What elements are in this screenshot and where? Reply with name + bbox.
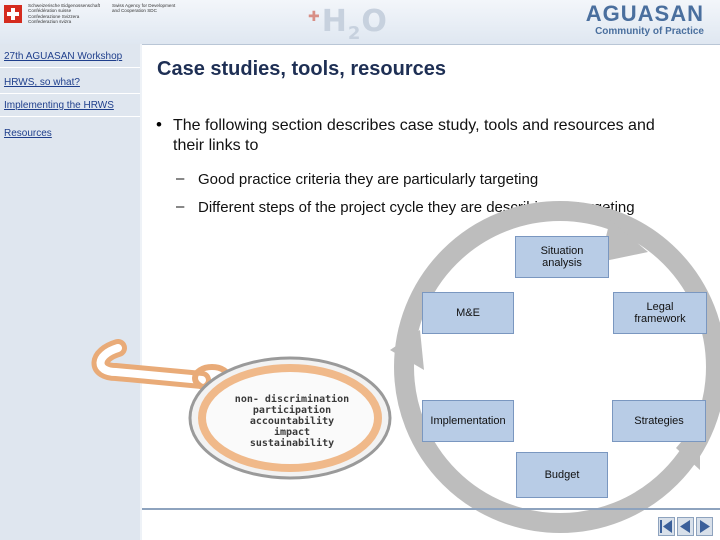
agency-line: Swiss Agency for Development bbox=[112, 3, 176, 8]
footer-divider bbox=[142, 508, 720, 510]
criterion: participation bbox=[252, 405, 332, 416]
subpoint-criteria: Good practice criteria they are particularly targeting bbox=[198, 171, 539, 188]
back-button[interactable] bbox=[677, 517, 694, 536]
sidebar-item-implementing[interactable]: Implementing the HRWS bbox=[4, 100, 114, 111]
step-strategies: Strategies bbox=[612, 400, 706, 442]
confederation-line: Confédération suisse bbox=[28, 8, 72, 14]
back-icon bbox=[678, 518, 693, 535]
agency-line: and Cooperation SDC bbox=[112, 8, 157, 14]
org-subtitle: Community of Practice bbox=[595, 26, 704, 37]
criterion: non- discrimination bbox=[234, 394, 350, 405]
first-button[interactable] bbox=[658, 517, 675, 536]
sidebar-item-resources[interactable]: Resources bbox=[4, 128, 52, 139]
org-name: AGUASAN bbox=[585, 1, 704, 26]
criterion: sustainability bbox=[249, 438, 335, 449]
step-legal-framework: Legal framework bbox=[613, 292, 707, 334]
forward-button[interactable] bbox=[696, 517, 713, 536]
confederation-line: Confederaziun svizra bbox=[28, 19, 72, 25]
step-situation-analysis: Situation analysis bbox=[515, 236, 609, 278]
forward-icon bbox=[697, 518, 712, 535]
step-budget: Budget bbox=[516, 452, 608, 498]
page-title: Case studies, tools, resources bbox=[157, 58, 447, 80]
confederation-line: Schweizerische Eidgenossenschaft bbox=[28, 3, 101, 8]
bullet-text: The following section describes case study, tools and resources and their links to bbox=[173, 117, 655, 154]
dash-marker: – bbox=[176, 198, 185, 215]
h2o-logo: $^✚H_2O$ bbox=[308, 4, 388, 44]
sidebar-item-workshop[interactable]: 27th AGUASAN Workshop bbox=[4, 51, 123, 62]
sidebar-item-hrws-so-what[interactable]: HRWS, so what? bbox=[4, 77, 80, 88]
first-icon bbox=[659, 518, 674, 535]
lens-criteria bbox=[222, 394, 362, 449]
step-implementation: Implementation bbox=[422, 400, 514, 442]
step-me: M&E bbox=[422, 292, 514, 334]
confederation-line: Confederazione Svizzera bbox=[28, 13, 80, 19]
dash-marker: – bbox=[176, 170, 185, 187]
bullet-marker: • bbox=[156, 115, 162, 134]
criterion: impact bbox=[273, 427, 311, 438]
subpoint-project-cycle: Different steps of the project cycle they are describing or targeting bbox=[198, 199, 635, 216]
criterion: accountability bbox=[249, 416, 335, 427]
